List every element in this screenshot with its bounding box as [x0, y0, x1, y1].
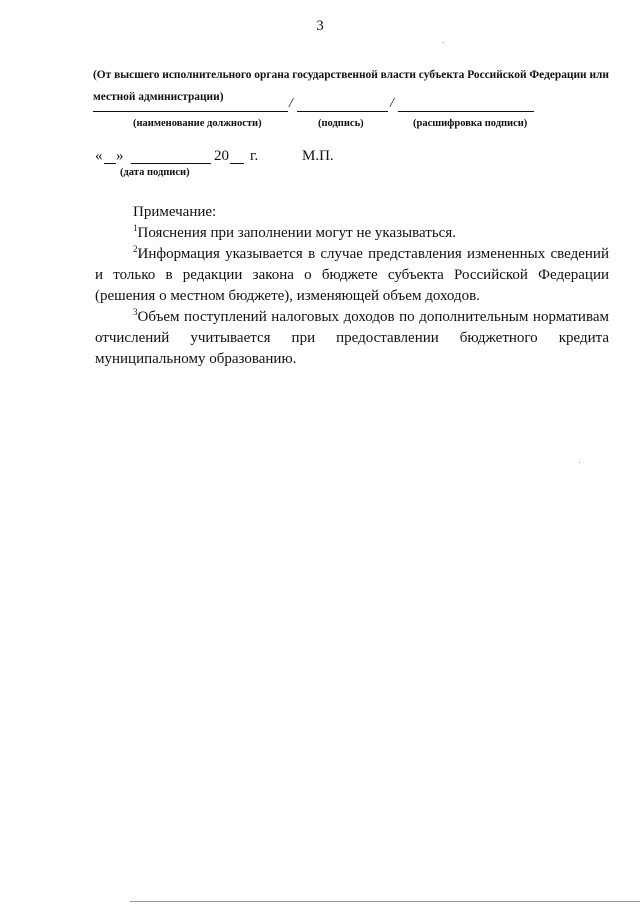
note-item-3 [95, 307, 609, 370]
day-line [104, 163, 116, 164]
quote-open: « [95, 148, 103, 164]
note-mark-2: 2 [133, 244, 138, 254]
note-mark-1: 1 [133, 223, 138, 233]
year-suffix: г. [250, 148, 259, 164]
note-text-2: Информация указывается в случае представления измененных сведений и только в редакции закона о бюджете субъекта Российской Федерации (решения о местном бюджете), изменяющей объем доходов. [95, 246, 609, 304]
date-caption: (дата подписи) [120, 167, 190, 178]
slash-separator-1: / [289, 96, 293, 111]
slash-separator-2: / [390, 96, 394, 111]
notes-title: Примечание: [133, 204, 217, 220]
stamp-place: М.П. [302, 148, 334, 164]
decoding-line [398, 111, 534, 112]
scan-edge-line [130, 901, 640, 902]
signature-caption: (подпись) [318, 118, 364, 129]
month-line [131, 163, 211, 164]
notes-section [95, 202, 609, 370]
page-number: 3 [316, 18, 324, 34]
quote-close: » [116, 148, 124, 164]
note-item-2 [95, 244, 609, 307]
position-line [93, 111, 288, 112]
issuer-note: (От высшего исполнительного органа государственной власти субъекта Российской Федерации или местной администрации) [93, 69, 609, 103]
decoding-caption: (расшифровка подписи) [413, 118, 528, 129]
signature-line [297, 111, 388, 112]
scan-speck [579, 462, 580, 463]
scan-speck [443, 42, 444, 43]
note-text-1: Пояснения при заполнении могут не указываться. [137, 225, 456, 241]
position-caption: (наименование должности) [133, 118, 262, 129]
year-prefix: 20 [214, 148, 229, 164]
note-mark-3: 3 [133, 307, 138, 317]
note-item-1 [95, 223, 609, 244]
year-line [230, 163, 244, 164]
note-text-3: Объем поступлений налоговых доходов по дополнительным нормативам отчислений учитывается при предоставлении бюджетного кредита муниципальному образованию. [95, 309, 609, 367]
